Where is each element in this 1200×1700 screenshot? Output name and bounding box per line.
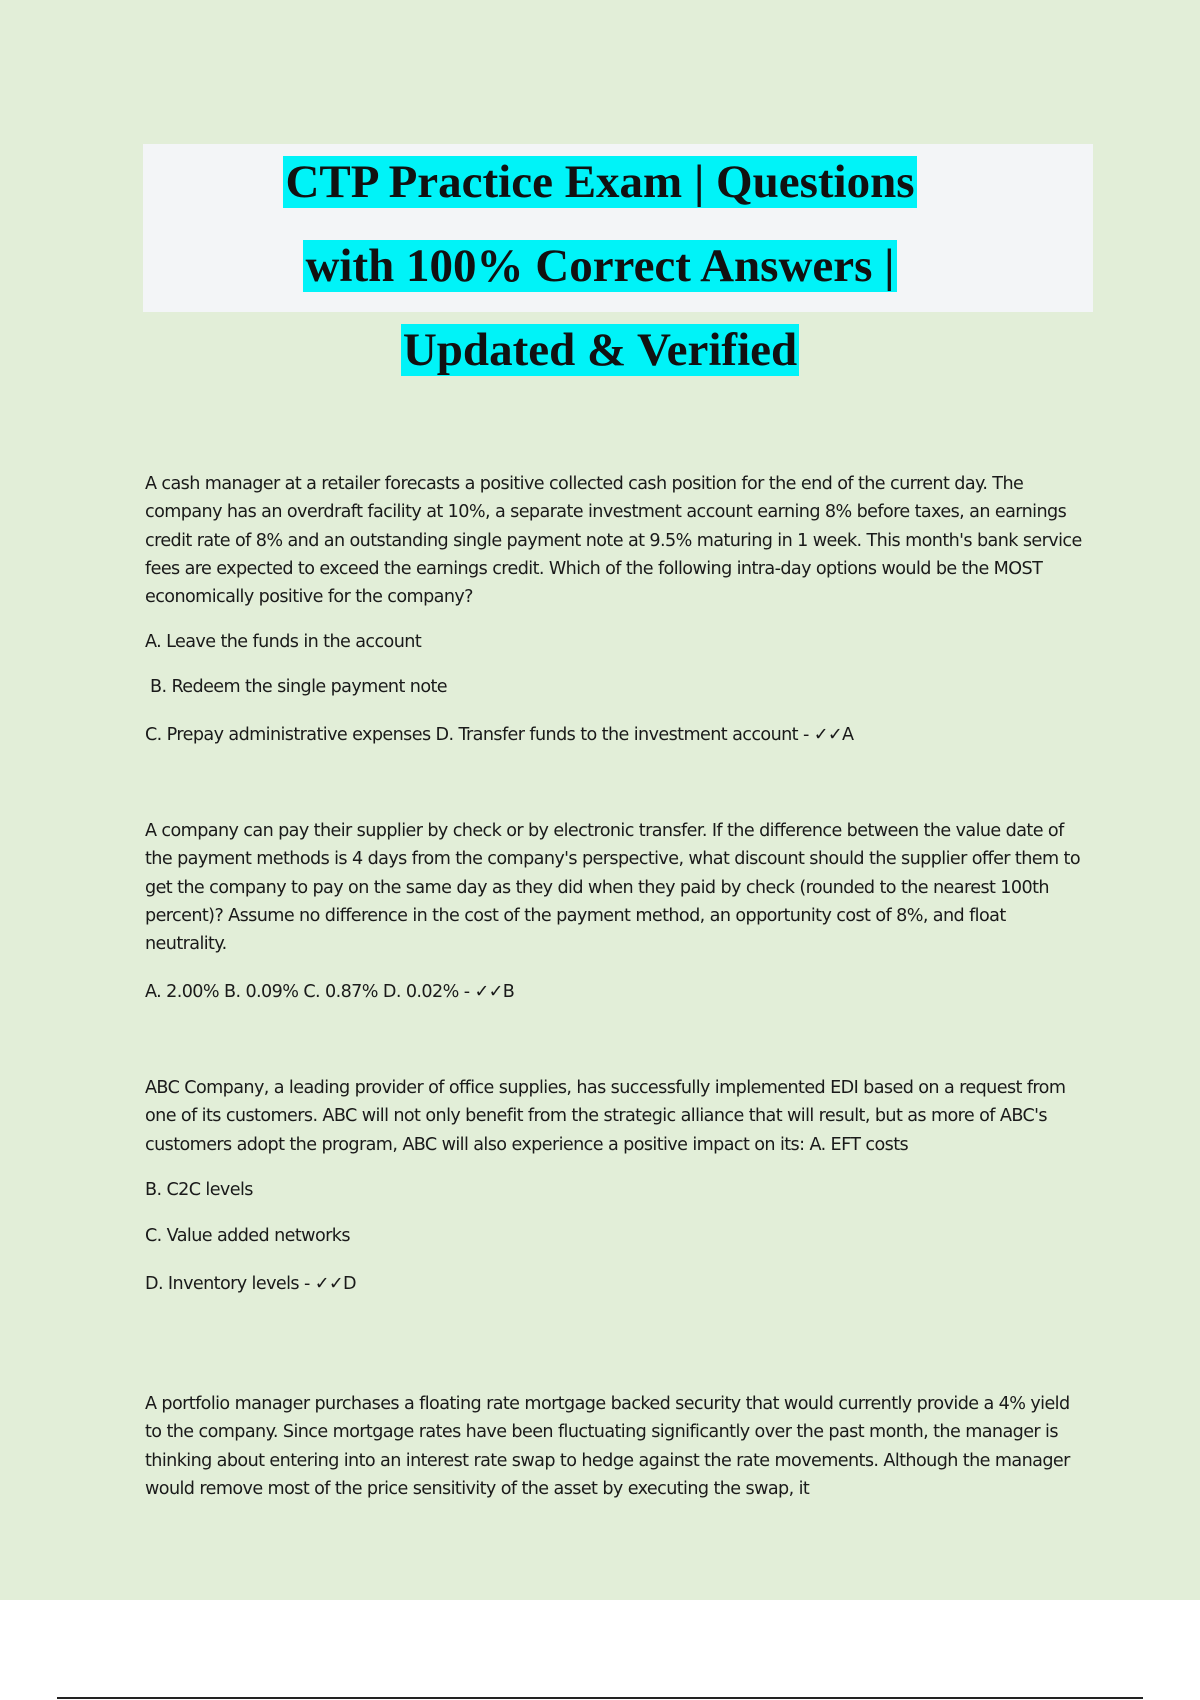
- question-4: [145, 1390, 1085, 1503]
- question-2: [145, 817, 1085, 1006]
- question-3-option-c: C. Value added networks: [145, 1225, 350, 1246]
- question-2-options-answer: A. 2.00% B. 0.09% C. 0.87% D. 0.02% - ✓✓B: [145, 982, 515, 1003]
- title-line-1: CTP Practice Exam | Questions: [285, 156, 915, 208]
- question-3: [145, 1074, 1085, 1298]
- question-3-stem: ABC Company, a leading provider of office supplies, has successfully implemented EDI based on a request from one of its customers. ABC will not only benefit from the strategic alliance that will result, but as more of ABC's customers adopt the program, ABC will also experience a positive impact on its: A. EFT costs: [145, 1078, 1066, 1155]
- question-1: [145, 470, 1085, 749]
- question-4-stem: A portfolio manager purchases a floating rate mortgage backed security that would currently provide a 4% yield to the company. Since mortgage rates have been fluctuating significantly over the past month, the manager is thinking about entering into an interest rate swap to hedge against the rate movements. Although the manager would remove most of the price sensitivity of the asset by executing the swap, it: [145, 1394, 1070, 1499]
- question-1-stem: A cash manager at a retailer forecasts a positive collected cash position for the end of the current day. The company has an overdraft facility at 10%, a separate investment account earning 8% before taxes, an earnings credit rate of 8% and an outstanding single payment note at 9.5% maturing in 1 week. This month's bank service fees are expected to exceed the earnings credit. Which of the following intra-day options would be the MOST economically positive for the company?: [145, 474, 1082, 608]
- question-3-option-b: B. C2C levels: [145, 1179, 253, 1200]
- document-title: [0, 140, 1200, 392]
- page-footer-rule: [57, 1697, 1143, 1699]
- title-line-2: with 100% Correct Answers |: [305, 240, 895, 292]
- question-1-option-b: B. Redeem the single payment note: [145, 677, 448, 698]
- question-3-option-d-answer: D. Inventory levels - ✓✓D: [145, 1273, 356, 1294]
- question-1-option-a: A. Leave the funds in the account: [145, 632, 422, 653]
- title-line-3: Updated & Verified: [402, 324, 798, 376]
- question-2-stem: A company can pay their supplier by check or by electronic transfer. If the difference between the value date of the payment methods is 4 days from the company's perspective, what discount should the supplier offer them to get the company to pay on the same day as they did when they paid by check (rounded to the nearest 100th percent)? Assume no difference in the cost of the payment method, an opportunity cost of 8%, and float neutrality.: [145, 821, 1080, 955]
- question-1-option-cd-answer: C. Prepay administrative expenses D. Transfer funds to the investment account - ✓✓A: [145, 725, 854, 746]
